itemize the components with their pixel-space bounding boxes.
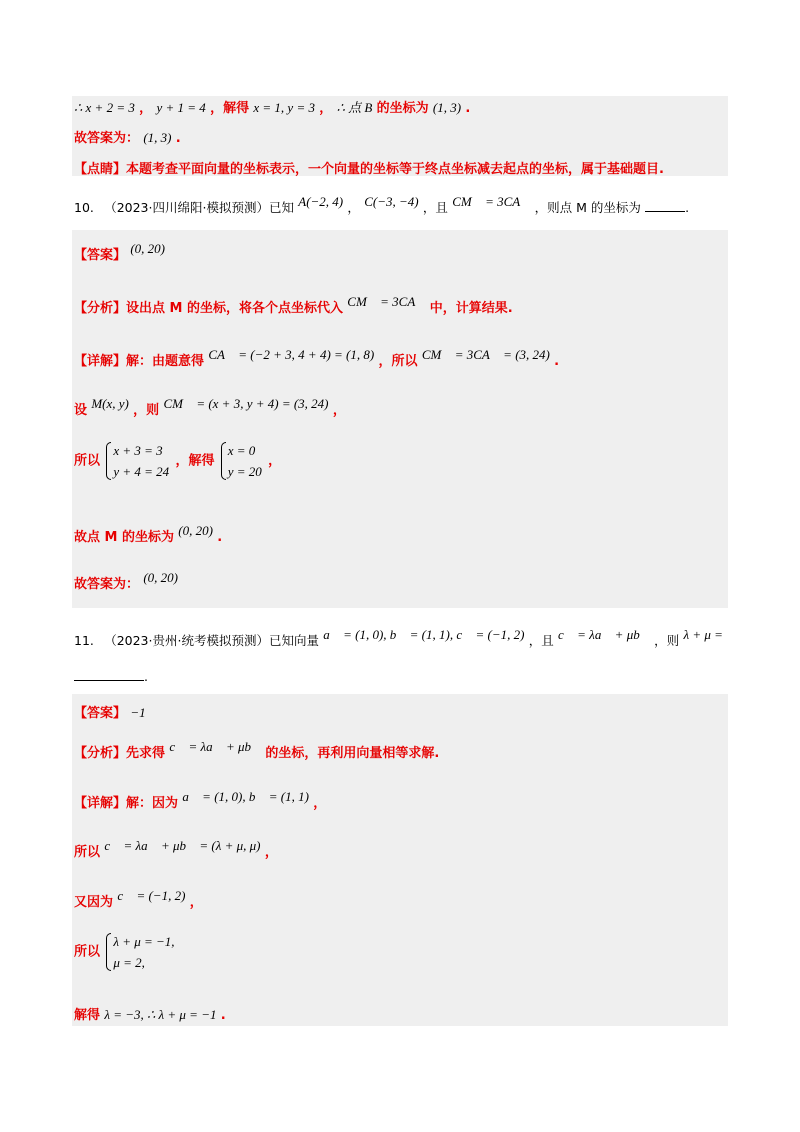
- q11-source: （2023·贵州·统考模拟预测）已知向量: [104, 633, 319, 648]
- q10-final-label: 故答案为：: [74, 577, 140, 592]
- q11-so: 所以 c⃗ = λa⃗ + μb⃗ = (λ + μ, μ) ，: [74, 838, 278, 860]
- q11-sys: [74, 931, 177, 973]
- q10-number: 10.: [74, 200, 94, 215]
- q10-set-label: 设: [74, 403, 88, 418]
- q10-detail-math-1: CA⃗ = (−2 + 3, 4 + 4) = (1, 8): [208, 347, 375, 362]
- q11-system: λ + μ = −1, μ = 2,: [106, 931, 174, 973]
- top-math-1: ∴ x + 2 = 3: [74, 100, 135, 115]
- q11-vectors: a⃗ = (1, 0), b⃗ = (1, 1), c⃗ = (−1, 2): [323, 627, 525, 642]
- q10-answer-label: 【答案】: [74, 248, 127, 263]
- q10-point-value: (0, 20): [178, 523, 213, 538]
- q10-so: 所以 x + 3 = 3 y + 4 = 24 ，解得 x = 0 y = 20 ，: [74, 440, 281, 482]
- q11-analysis-math: c⃗ = λa⃗ + μb⃗: [169, 739, 262, 754]
- top-math-5: (1, 3): [432, 100, 462, 115]
- q11-because: 又因为 c⃗ = (−1, 2) ，: [74, 888, 203, 910]
- q11-expression: λ + μ =: [683, 627, 723, 642]
- q10-analysis-label: 【分析】设出点 M 的坐标，将各个点坐标代入: [74, 301, 343, 316]
- q10-point-a: A(−2, 4): [298, 194, 344, 209]
- q11-condition: c⃗ = λa⃗ + μb⃗: [558, 627, 650, 642]
- q10-ask: ，则点 M 的坐标为: [534, 200, 641, 215]
- q10-detail-label: 【详解】解：由题意得: [74, 354, 205, 369]
- q11-solve-label: 解得: [74, 1008, 101, 1023]
- q10-point-label: 故点 M 的坐标为: [74, 530, 174, 545]
- q11-answer-value: −1: [130, 705, 146, 720]
- q10-system-1: x + 3 = 3 y + 4 = 24: [106, 440, 169, 482]
- q10-answer: [74, 241, 165, 263]
- q10-detail: 【详解】解：由题意得 CA⃗ = (−2 + 3, 4 + 4) = (1, 8) ，所以 CM⃗ = 3CA⃗ = (3, 24) .: [74, 347, 560, 369]
- q10-set-math-1: M(x, y): [91, 396, 129, 411]
- q11-so-math: c⃗ = λa⃗ + μb⃗ = (λ + μ, μ): [104, 838, 261, 853]
- q11-stem: 11. （2023·贵州·统考模拟预测）已知向量 a⃗ = (1, 0), b⃗ = (1, 1), c⃗ = (−1, 2) ，且 c⃗ = λa⃗ + μb⃗ ，则 λ + μ =: [74, 627, 723, 648]
- q10-stem: 10. （2023·四川绵阳·模拟预测）已知 A(−2, 4) ， C(−3, −4) ，且 CM⃗ = 3CA⃗ ，则点 M 的坐标为 .: [74, 194, 690, 215]
- top-math-2: y + 1 = 4: [156, 100, 206, 115]
- solution-block-q10: [72, 230, 728, 608]
- top-solution-line: ∴ x + 2 = 3 ， y + 1 = 4 ，解得 x = 1, y = 3 ， ∴ 点 B 的坐标为 (1, 3) .: [74, 100, 471, 116]
- top-solve-label: ，解得: [210, 101, 250, 116]
- q11-number: 11.: [74, 633, 94, 648]
- q10-set: 设 M(x, y) ，则 CM⃗ = (x + 3, y + 4) = (3, 24) ，: [74, 396, 346, 418]
- top-math-4: ∴ 点 B: [336, 100, 373, 115]
- top-answer-value: (1, 3): [143, 130, 172, 145]
- top-math-3: x = 1, y = 3: [253, 100, 315, 115]
- top-comment: 【点睛】本题考查平面向量的坐标表示，一个向量的坐标等于终点坐标减去起点的坐标，属于基础题目.: [74, 162, 664, 177]
- q11-answer-blank: [74, 668, 144, 681]
- q10-condition: CM⃗ = 3CA⃗: [452, 194, 531, 209]
- top-answer-line: 故答案为： (1, 3) .: [74, 130, 181, 146]
- q11-answer: [74, 702, 146, 721]
- q11-answer-label: 【答案】: [74, 706, 127, 721]
- q10-system-2: x = 0 y = 20: [221, 440, 262, 482]
- q11-detail-label: 【详解】解：因为: [74, 796, 179, 811]
- q10-analysis: 【分析】设出点 M 的坐标，将各个点坐标代入 CM⃗ = 3CA⃗ 中，计算结果.: [74, 294, 513, 316]
- q10-detail-math-2: CM⃗ = 3CA⃗ = (3, 24): [421, 347, 550, 362]
- q11-analysis-label: 【分析】先求得: [74, 746, 166, 761]
- top-coord-label: 的坐标为: [376, 101, 429, 116]
- q10-source: （2023·四川绵阳·模拟预测）已知: [104, 200, 294, 215]
- q10-answer-value: (0, 20): [130, 241, 165, 256]
- q10-set-math-2: CM⃗ = (x + 3, y + 4) = (3, 24): [163, 396, 329, 411]
- q10-point-c: C(−3, −4): [364, 194, 419, 209]
- q11-solve-math: λ = −3, ∴ λ + μ = −1: [104, 1007, 217, 1022]
- q10-analysis-math: CM⃗ = 3CA⃗: [347, 294, 426, 309]
- q11-detail-math: a⃗ = (1, 0), b⃗ = (1, 1): [182, 789, 309, 804]
- q11-because-math: c⃗ = (−1, 2): [117, 888, 186, 903]
- q11-sys-label: 所以: [74, 944, 101, 960]
- q10-point: 故点 M 的坐标为 (0, 20) .: [74, 523, 223, 545]
- q10-answer-blank: [645, 199, 685, 212]
- q11-analysis: 【分析】先求得 c⃗ = λa⃗ + μb⃗ 的坐标，再利用向量相等求解.: [74, 739, 440, 761]
- q11-blank-line: .: [74, 668, 148, 685]
- q11-so-label: 所以: [74, 845, 101, 860]
- top-answer-label: 故答案为：: [74, 131, 140, 146]
- q11-because-label: 又因为: [74, 895, 114, 910]
- q11-solve: 解得 λ = −3, ∴ λ + μ = −1 .: [74, 1007, 226, 1023]
- q10-final: [74, 570, 178, 592]
- q10-final-value: (0, 20): [143, 570, 178, 585]
- q11-detail: 【详解】解：因为 a⃗ = (1, 0), b⃗ = (1, 1) ，: [74, 789, 327, 811]
- q10-so-label: 所以: [74, 453, 101, 469]
